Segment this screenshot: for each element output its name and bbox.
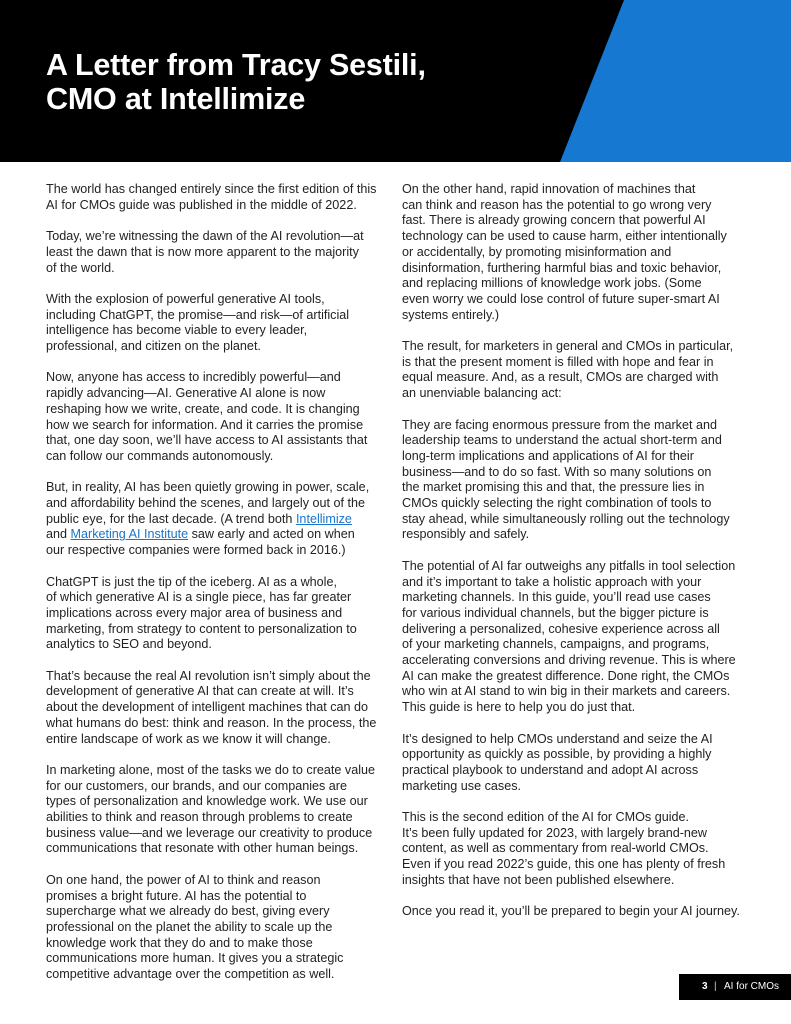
text-line: promises a bright future. AI has the potential to [46,888,307,903]
text-line: content, as well as commentary from real-world CMOs. [402,841,709,856]
text-line: business—and to do so fast. With so many solutions on [402,464,712,479]
right-column [402,182,747,936]
text-line: of which generative AI is a single piece, has far greater [46,590,352,605]
paragraph [46,182,386,213]
paragraph [402,810,747,889]
text-line: practical playbook to understand and adopt AI across [402,762,699,777]
text-line: They are facing enormous pressure from the market and [402,417,717,432]
text-fragment: and [46,527,71,542]
text-line: communications more human. It gives you a strategic [46,951,344,966]
left-column [46,182,386,998]
text-line: for our customers, our brands, and our companies are [46,778,348,793]
text-line: ChatGPT is just the tip of the iceberg. AI as a whole, [46,574,337,589]
text-line: development of generative AI that can create at will. It’s [46,684,354,699]
text-line: professional on the planet the ability to scale up the [46,919,333,934]
text-line: On one hand, the power of AI to think and reason [46,872,321,887]
text-line: responsibly and safely. [402,527,530,542]
page-header [0,0,791,162]
text-line: Even if you read 2022’s guide, this one has plenty of fresh [402,857,726,872]
text-line: systems entirely.) [402,307,500,322]
text-line: stay ahead, while simultaneously rolling out the technology [402,511,730,526]
text-line: accelerating conversions and driving revenue. This is where [402,653,736,668]
text-line: knowledge work that they do and to make those [46,935,313,950]
text-line: communications that resonate with other human beings. [46,841,359,856]
text-line: fast. There is already growing concern that powerful AI [402,213,706,228]
text-line: rapidly advancing—AI. Generative AI alone is now [46,386,326,401]
text-line: CMOs quickly selecting the right combination of tools to [402,496,712,511]
paragraph [46,575,386,654]
text-line: and replacing millions of knowledge work jobs. (Some [402,276,702,291]
paragraph [402,418,747,544]
text-line: for various individual channels, but the bigger picture is [402,605,709,620]
text-line: long-term implications and applications of AI for their [402,448,694,463]
text-line: an unenviable balancing act: [402,386,562,401]
text-line: On the other hand, rapid innovation of machines that [402,182,696,196]
page-footer [679,974,791,1000]
text-line: is that the present moment is filled with hope and fear in [402,354,714,369]
text-line: of your marketing channels, campaigns, and programs, [402,637,710,652]
text-line: marketing use cases. [402,778,521,793]
text-line: can think and reason has the potential to go wrong very [402,197,712,212]
text-line: types of personalization and knowledge work. We use our [46,794,368,809]
title-line-1: A Letter from Tracy Sestili, [46,48,426,82]
text-line: even worry we could lose control of future super-smart AI [402,291,720,306]
text-line: marketing channels. In this guide, you’ll read use cases [402,590,711,605]
text-line: that, one day soon, we’ll have access to AI assistants that [46,433,368,448]
text-line: That’s because the real AI revolution isn’t simply about the [46,668,371,683]
paragraph [46,873,386,983]
paragraph [402,339,747,402]
text-line: AI can make the greatest difference. Done right, the CMOs [402,668,730,683]
text-line: what humans do best: think and reason. In the process, the [46,715,377,730]
text-line: analytics to SEO and beyond. [46,637,212,652]
text-line: leadership teams to understand the actual short-term and [402,433,722,448]
text-line: technology can be used to cause harm, either intentionally [402,229,727,244]
text-line: intelligence has become viable to every leader, [46,323,308,338]
text-line: entire landscape of work as we know it will change. [46,731,331,746]
title-line-2: CMO at Intellimize [46,82,306,116]
text-line: and it’s important to take a holistic approach with your [402,574,702,589]
text-line: Today, we’re witnessing the dawn of the AI revolution—at [46,229,364,244]
page-number: 3 [702,981,708,992]
text-line: The potential of AI far outweighs any pitfalls in tool selection [402,558,736,573]
text-line: business value—and we leverage our creativity to produce [46,825,373,840]
text-line: our respective companies were formed back in 2016.) [46,543,346,558]
paragraph [46,480,386,559]
text-line: who win at AI stand to win big in their markets and careers. [402,684,731,699]
text-line: In marketing alone, most of the tasks we do to create value [46,762,376,777]
text-line: the market promising this and that, the pressure lies in [402,480,705,495]
marketing-ai-institute-link[interactable]: Marketing AI Institute [70,527,189,542]
text-line: or accidentally, by promoting misinformation and [402,244,672,259]
text-line: AI for CMOs guide was published in the middle of 2022. [46,197,357,212]
footer-separator: | [714,981,717,992]
page-title [46,48,566,116]
text-fragment: public eye, for the last decade. (A trend both [46,511,296,526]
text-line: This is the second edition of the AI for CMOs guide. [402,810,690,825]
blue-accent-triangle [560,0,791,162]
footer-label: AI for CMOs [724,981,780,992]
paragraph [46,669,386,748]
paragraph [46,763,386,857]
text-line: marketing, from strategy to content to personalization to [46,621,357,636]
text-line: can follow our commands autonomously. [46,448,274,463]
text-line: implications across every major area of business and [46,605,343,620]
paragraph [402,904,747,920]
text-line: professional, and citizen on the planet. [46,339,261,353]
text-line: how we search for information. And it carries the promise [46,417,364,432]
text-line: The result, for marketers in general and CMOs in particular, [402,339,734,354]
text-line [46,512,386,528]
text-line: disinformation, furthering harmful bias and toxic behavior, [402,260,722,275]
intellimize-link[interactable]: Intellimize [295,511,352,526]
text-line: insights that have not been published elsewhere. [402,872,675,887]
text-line [46,527,386,543]
paragraph [46,292,386,355]
paragraph [402,182,747,323]
text-line: of the world. [46,260,115,275]
text-line: competitive advantage over the competition as well. [46,967,335,982]
text-line: opportunity as quickly as possible, by providing a highly [402,747,712,762]
text-line: and affordability behind the scenes, and largely out of the [46,496,366,510]
text-line: about the development of intelligent machines that can do [46,700,369,715]
text-line: With the explosion of powerful generative AI tools, [46,291,325,306]
text-line: Once you read it, you’ll be prepared to begin your AI journey. [402,904,740,919]
text-line: But, in reality, AI has been quietly growing in power, scale, [46,480,370,495]
text-line: This guide is here to help you do just that. [402,700,636,715]
text-line: The world has changed entirely since the first edition of this [46,182,377,196]
text-line: It’s designed to help CMOs understand and seize the AI [402,731,713,746]
text-line: supercharge what we already do best, giving every [46,904,330,919]
text-line: least the dawn that is now more apparent to the majority [46,244,359,259]
paragraph [46,229,386,276]
text-line: Now, anyone has access to incredibly powerful—and [46,370,341,385]
text-line: It’s been fully updated for 2023, with largely brand-new [402,825,708,840]
text-line: equal measure. And, as a result, CMOs are charged with [402,370,719,385]
text-fragment: saw early and acted on when [188,527,355,542]
paragraph [402,732,747,795]
paragraph [402,559,747,716]
text-line: abilities to think and reason through problems to create [46,810,353,825]
text-line: reshaping how we write, create, and code. It is changing [46,401,360,416]
text-line: including ChatGPT, the promise—and risk—of artificial [46,307,350,322]
text-line: delivering a personalized, cohesive experience across all [402,621,720,636]
paragraph [46,370,386,464]
